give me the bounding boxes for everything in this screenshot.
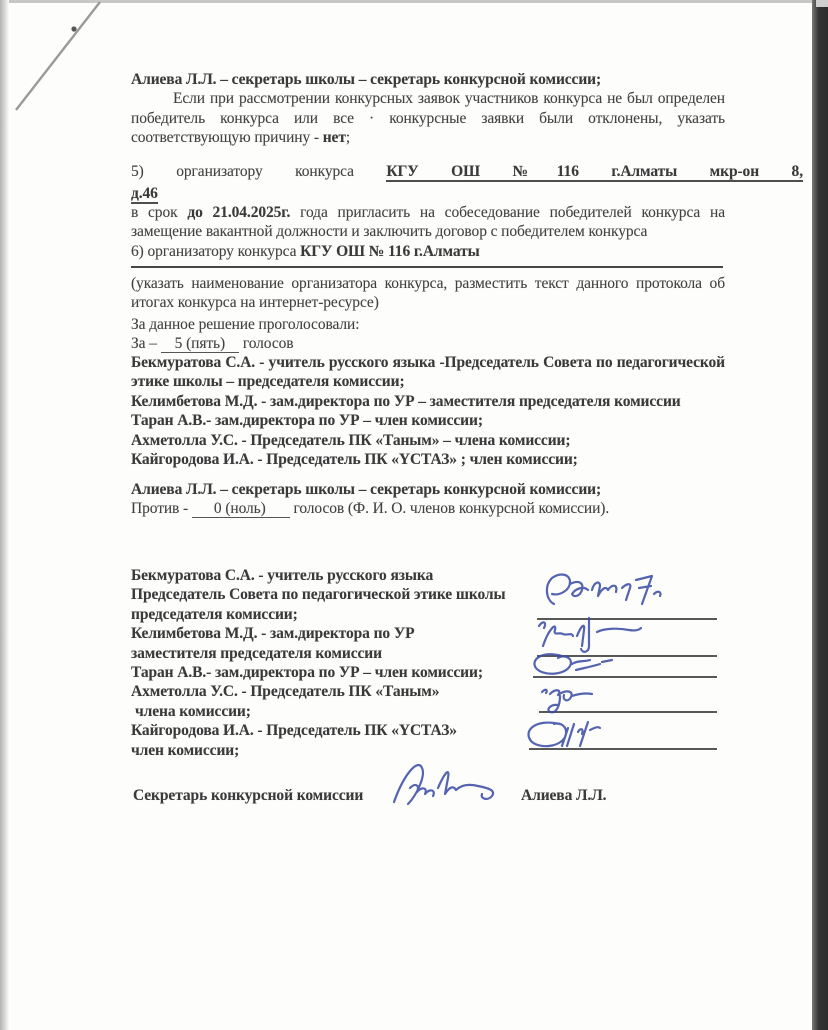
deadline-pre: в срок bbox=[131, 204, 188, 221]
signature-taran-icon bbox=[528, 650, 618, 680]
signature-akhmetolla-icon bbox=[536, 680, 606, 718]
votes-against-pre: Против - bbox=[131, 500, 192, 517]
signature-label: Бекмуратова С.А. - учитель русского языка bbox=[131, 567, 434, 584]
clause-6-line bbox=[131, 242, 725, 261]
clause-5-organizer-value: КГУ ОШ №116 г.Алматы мкр-он 8, bbox=[386, 163, 803, 180]
votes-for-value: 5 (пять) bbox=[161, 335, 239, 353]
clause-6-organizer: КГУ ОШ № 116 г.Алматы bbox=[300, 243, 480, 260]
member-item: Ахметолла У.С. - Председатель ПК «Таным» – члена комиссии; bbox=[131, 431, 571, 449]
signature-label: член комиссии; bbox=[131, 741, 240, 759]
signature-label: Председатель Совета по педагогической этике школы bbox=[131, 586, 506, 604]
signature-label: Келимбетова М.Д. - зам.директора по УР bbox=[131, 625, 415, 643]
clause-5-number: 5) bbox=[131, 163, 144, 180]
votes-against-post: голосов (Ф. И. О. членов конкурсной комиссии). bbox=[289, 500, 610, 517]
deadline-date: до 21.04.2025г. bbox=[187, 204, 291, 221]
paragraph-footnote: (указать наименование организатора конкурса, разместить текст данного протокола об итогах конкурса на интернет-ресурсе) bbox=[131, 275, 725, 312]
paragraph-secretary-intro bbox=[131, 70, 725, 148]
clause-5-line bbox=[131, 162, 803, 181]
signature-label: Кайгородова И.А. - Председатель ПК «ҮСТАЗ» bbox=[131, 722, 457, 740]
line-votes-for bbox=[131, 334, 725, 353]
signature-label: Ахметолла У.С. - Председатель ПК «Таным» bbox=[131, 683, 440, 701]
clause-5-address-value: д.46 bbox=[131, 185, 158, 202]
pen-crease-mark-icon bbox=[8, 0, 118, 118]
scan-left-edge bbox=[0, 0, 9, 1030]
votes-for-pre: За – bbox=[131, 335, 161, 352]
signature-label: председателя комиссии; bbox=[131, 605, 298, 623]
paragraph-no-winner bbox=[131, 89, 725, 147]
line-secretary-role-repeat: Алиева Л.Л. – секретарь школы – секретарь конкурсной комиссии; bbox=[131, 481, 602, 498]
scan-corner-notch bbox=[816, 0, 828, 7]
member-item: Келимбетова М.Д. - зам.директора по УР – заместителя председателя комиссии bbox=[131, 392, 681, 410]
no-winner-answer: нет bbox=[322, 129, 346, 147]
member-item: Бекмуратова С.А. - учитель русского языка -Председатель Совета по педагогической этике школы – председателя комиссии; bbox=[131, 354, 725, 391]
signature-label: члена комиссии; bbox=[135, 702, 251, 720]
no-winner-text: Если при рассмотрении конкурсных заявок участников конкурса не был определен победитель конкурса или все · конкурсные заявки были отклонены, указать соответствующую причину - bbox=[131, 90, 725, 147]
signature-bekmuratova-icon bbox=[540, 570, 670, 618]
fill-in-rule bbox=[131, 266, 723, 268]
signature-alieva-icon bbox=[382, 754, 517, 816]
scan-top-edge bbox=[0, 0, 828, 3]
deadline-rest: года пригласить на собеседование победителей конкурса на замещение вакантной должности и заключить договор с победителем конкурса bbox=[131, 204, 725, 241]
members-vote-list bbox=[131, 353, 725, 469]
clause-5-word1: организатору bbox=[176, 163, 263, 180]
signature-label: Таран А.В.- зам.директора по УР – член комиссии; bbox=[131, 664, 483, 682]
line-secretary-role: Алиева Л.Л. – секретарь школы – секретарь конкурсной комиссии; bbox=[131, 71, 602, 88]
clause-5-word2: конкурса bbox=[295, 163, 354, 180]
line-votes-against bbox=[131, 499, 771, 518]
votes-against-value: 0 (ноль) bbox=[192, 500, 290, 518]
member-item: Кайгородова И.А. - Председатель ПК «ҮСТАЗ» ; член комиссии; bbox=[131, 451, 578, 469]
line-voted: За данное решение проголосовали: bbox=[131, 316, 360, 333]
clause-5-address-line bbox=[131, 184, 158, 203]
clause-6-pre: 6) организатору конкурса bbox=[131, 243, 301, 260]
secretary-signature-name: Алиева Л.Л. bbox=[521, 787, 607, 804]
scan-right-edge-shadow bbox=[812, 0, 828, 1030]
votes-for-post: голосов bbox=[239, 335, 294, 352]
secretary-signature-label: Секретарь конкурсной комиссии bbox=[133, 787, 364, 804]
signature-label: заместителя председателя комиссии bbox=[131, 644, 382, 662]
signature-labels-column bbox=[131, 566, 561, 760]
paragraph-deadline bbox=[131, 203, 725, 242]
member-item: Таран А.В.- зам.директора по УР – член комиссии; bbox=[131, 412, 483, 430]
no-winner-period: ; bbox=[345, 129, 351, 147]
signature-kaygorodova-icon bbox=[520, 718, 620, 756]
